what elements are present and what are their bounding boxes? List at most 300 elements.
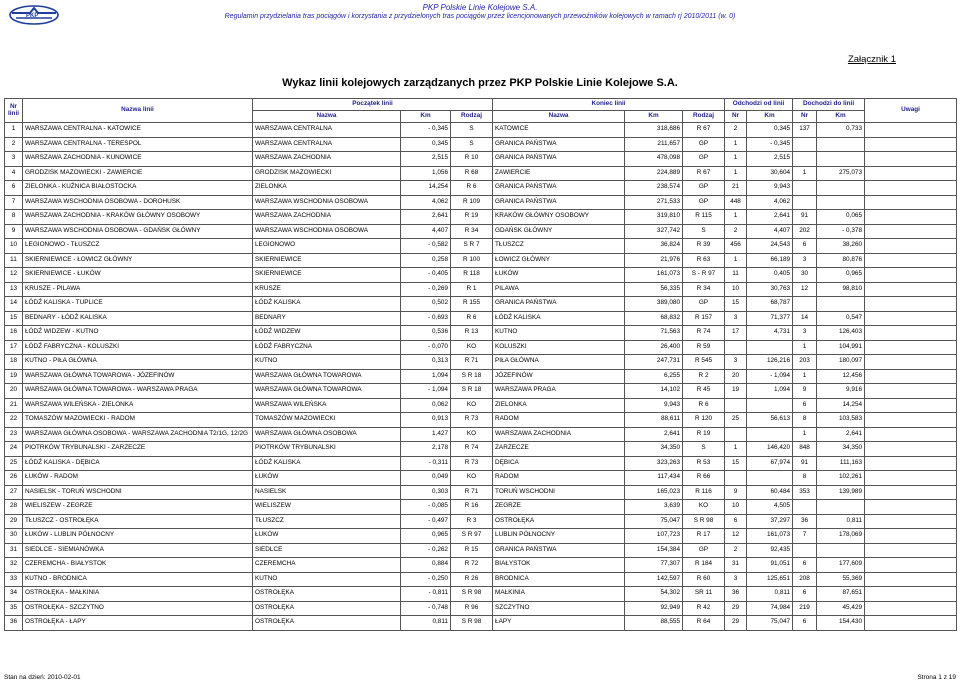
cell-to-km: 34,350: [817, 442, 865, 457]
cell-end-type: R 157: [683, 311, 725, 326]
cell-nr: 21: [5, 398, 23, 413]
cell-end-name: WARSZAWA PRAGA: [493, 384, 625, 399]
cell-start-name: WARSZAWA GŁÓWNA OSOBOWA: [253, 427, 401, 442]
table-row: [5, 282, 957, 297]
subheader-from-nr: Nr: [725, 111, 747, 123]
cell-end-name: BRODNICA: [493, 572, 625, 587]
cell-nr: 25: [5, 456, 23, 471]
cell-to-nr: 1: [793, 369, 817, 384]
cell-line-name: NASIELSK - TORUŃ WSCHODNI: [23, 485, 253, 500]
table-row: [5, 210, 957, 225]
cell-start-type: R 13: [451, 326, 493, 341]
cell-line-name: WARSZAWA GŁÓWNA OSOBOWA - WARSZAWA ZACHODNIA T2/1G, 12/2G: [23, 427, 253, 442]
cell-to-nr: [793, 500, 817, 515]
cell-line-name: WARSZAWA WILEŃSKA - ZIELONKA: [23, 398, 253, 413]
cell-start-km: 0,536: [401, 326, 451, 341]
cell-end-km: 318,686: [625, 123, 683, 138]
cell-remarks: [865, 123, 957, 138]
cell-end-name: WARSZAWA ZACHODNIA: [493, 427, 625, 442]
cell-end-name: GRANICA PAŃSTWA: [493, 152, 625, 167]
cell-from-nr: 6: [725, 514, 747, 529]
cell-to-nr: 6: [793, 239, 817, 254]
cell-to-nr: 208: [793, 572, 817, 587]
cell-end-type: R 116: [683, 485, 725, 500]
cell-remarks: [865, 529, 957, 544]
cell-from-nr: 1: [725, 442, 747, 457]
cell-end-type: GP: [683, 297, 725, 312]
cell-start-type: KO: [451, 471, 493, 486]
cell-start-type: R 72: [451, 558, 493, 573]
table-row: [5, 601, 957, 616]
cell-from-nr: 1: [725, 210, 747, 225]
cell-remarks: [865, 558, 957, 573]
cell-to-nr: 7: [793, 529, 817, 544]
cell-line-name: GRODZISK MAZOWIECKI - ZAWIERCIE: [23, 166, 253, 181]
table-row: [5, 253, 957, 268]
cell-nr: 14: [5, 297, 23, 312]
cell-end-type: GP: [683, 195, 725, 210]
cell-from-km: 2,641: [747, 210, 793, 225]
cell-to-km: 111,163: [817, 456, 865, 471]
cell-to-km: 55,369: [817, 572, 865, 587]
cell-end-type: R 64: [683, 616, 725, 631]
cell-from-nr: 3: [725, 572, 747, 587]
cell-line-name: WARSZAWA ZACHODNIA - KUNOWICE: [23, 152, 253, 167]
cell-remarks: [865, 601, 957, 616]
cell-to-nr: [793, 137, 817, 152]
cell-end-name: GRANICA PAŃSTWA: [493, 181, 625, 196]
cell-to-km: [817, 152, 865, 167]
cell-start-km: - 0,811: [401, 587, 451, 602]
cell-remarks: [865, 224, 957, 239]
cell-from-nr: 36: [725, 587, 747, 602]
cell-to-km: 38,260: [817, 239, 865, 254]
subheader-end-type: Rodzaj: [683, 111, 725, 123]
cell-to-nr: 6: [793, 616, 817, 631]
cell-to-nr: 9: [793, 384, 817, 399]
cell-to-nr: 1: [793, 340, 817, 355]
cell-to-nr: 8: [793, 413, 817, 428]
cell-end-km: 36,824: [625, 239, 683, 254]
cell-end-km: 117,434: [625, 471, 683, 486]
cell-to-nr: 8: [793, 471, 817, 486]
cell-start-name: WARSZAWA GŁÓWNA TOWAROWA: [253, 369, 401, 384]
cell-nr: 13: [5, 282, 23, 297]
cell-start-name: ŁÓDŹ KALISKA: [253, 297, 401, 312]
cell-start-type: S R 7: [451, 239, 493, 254]
cell-start-name: KRUSZE: [253, 282, 401, 297]
cell-end-km: 238,574: [625, 181, 683, 196]
cell-nr: 18: [5, 355, 23, 370]
cell-line-name: KRUSZE - PILAWA: [23, 282, 253, 297]
cell-start-km: - 0,345: [401, 123, 451, 138]
cell-to-km: 2,641: [817, 427, 865, 442]
cell-start-type: R 6: [451, 181, 493, 196]
cell-line-name: WIELISZEW - ZEGRZE: [23, 500, 253, 515]
cell-from-km: - 1,094: [747, 369, 793, 384]
cell-line-name: WARSZAWA GŁÓWNA TOWAROWA - JÓZEFINÓW: [23, 369, 253, 384]
cell-to-nr: 353: [793, 485, 817, 500]
cell-start-km: - 0,262: [401, 543, 451, 558]
cell-nr: 34: [5, 587, 23, 602]
cell-from-nr: 31: [725, 558, 747, 573]
table-row: [5, 543, 957, 558]
cell-from-nr: 1: [725, 137, 747, 152]
cell-nr: 22: [5, 413, 23, 428]
cell-end-km: 88,611: [625, 413, 683, 428]
cell-end-name: BIAŁYSTOK: [493, 558, 625, 573]
cell-end-name: KUTNO: [493, 326, 625, 341]
cell-remarks: [865, 471, 957, 486]
cell-start-name: CZEREMCHA: [253, 558, 401, 573]
cell-end-type: R 2: [683, 369, 725, 384]
table-row: [5, 456, 957, 471]
cell-end-type: R 120: [683, 413, 725, 428]
cell-end-km: 88,555: [625, 616, 683, 631]
cell-to-km: 0,733: [817, 123, 865, 138]
cell-start-km: - 0,582: [401, 239, 451, 254]
subheader-end-name: Nazwa: [493, 111, 625, 123]
cell-from-nr: [725, 471, 747, 486]
cell-start-name: TŁUSZCZ: [253, 514, 401, 529]
cell-from-nr: 25: [725, 413, 747, 428]
cell-end-name: RADOM: [493, 413, 625, 428]
cell-end-km: 14,102: [625, 384, 683, 399]
cell-end-name: ZIELONKA: [493, 398, 625, 413]
cell-remarks: [865, 500, 957, 515]
cell-nr: 29: [5, 514, 23, 529]
cell-end-name: DĘBICA: [493, 456, 625, 471]
cell-from-km: 30,604: [747, 166, 793, 181]
cell-start-km: - 1,094: [401, 384, 451, 399]
cell-start-km: 2,515: [401, 152, 451, 167]
cell-start-type: R 71: [451, 355, 493, 370]
cell-end-type: S R 98: [683, 514, 725, 529]
cell-line-name: ZIELONKA - KUŹNICA BIAŁOSTOCKA: [23, 181, 253, 196]
table-row: [5, 558, 957, 573]
cell-line-name: CZEREMCHA - BIAŁYSTOK: [23, 558, 253, 573]
cell-end-name: GRANICA PAŃSTWA: [493, 543, 625, 558]
cell-start-name: SIEDLCE: [253, 543, 401, 558]
cell-remarks: [865, 572, 957, 587]
cell-end-name: GRANICA PAŃSTWA: [493, 297, 625, 312]
col-header-line-name: Nazwa linii: [23, 99, 253, 123]
cell-end-type: R 53: [683, 456, 725, 471]
cell-end-km: 34,350: [625, 442, 683, 457]
cell-start-name: ZIELONKA: [253, 181, 401, 196]
cell-from-nr: 17: [725, 326, 747, 341]
cell-from-km: 4,731: [747, 326, 793, 341]
cell-start-type: R 6: [451, 311, 493, 326]
cell-from-km: 66,189: [747, 253, 793, 268]
cell-from-nr: 12: [725, 529, 747, 544]
cell-end-name: MAŁKINIA: [493, 587, 625, 602]
cell-line-name: ŁUKÓW - RADOM: [23, 471, 253, 486]
cell-end-km: 2,641: [625, 427, 683, 442]
table-row: [5, 514, 957, 529]
cell-start-km: - 0,269: [401, 282, 451, 297]
cell-nr: 33: [5, 572, 23, 587]
cell-from-nr: 20: [725, 369, 747, 384]
cell-start-type: S R 98: [451, 616, 493, 631]
cell-to-km: 102,261: [817, 471, 865, 486]
cell-start-type: S R 97: [451, 529, 493, 544]
cell-from-nr: 3: [725, 355, 747, 370]
cell-remarks: [865, 427, 957, 442]
cell-remarks: [865, 311, 957, 326]
cell-to-km: 126,403: [817, 326, 865, 341]
cell-remarks: [865, 239, 957, 254]
cell-start-km: 0,965: [401, 529, 451, 544]
cell-end-type: R 6: [683, 398, 725, 413]
cell-start-type: R 118: [451, 268, 493, 283]
cell-line-name: PIOTRKÓW TRYBUNALSKI - ZARZECZE: [23, 442, 253, 457]
cell-to-nr: [793, 297, 817, 312]
cell-end-km: 319,810: [625, 210, 683, 225]
cell-line-name: WARSZAWA CENTRALNA - TERESPOL: [23, 137, 253, 152]
cell-start-type: R 19: [451, 210, 493, 225]
table-row: [5, 181, 957, 196]
cell-to-km: 45,429: [817, 601, 865, 616]
cell-start-type: KO: [451, 427, 493, 442]
cell-from-km: 0,405: [747, 268, 793, 283]
cell-start-type: R 1: [451, 282, 493, 297]
cell-end-name: KRAKÓW GŁÓWNY OSOBOWY: [493, 210, 625, 225]
cell-nr: 2: [5, 137, 23, 152]
cell-start-name: WARSZAWA CENTRALNA: [253, 123, 401, 138]
cell-end-name: RADOM: [493, 471, 625, 486]
cell-to-km: 80,876: [817, 253, 865, 268]
table-row: [5, 311, 957, 326]
subheader-end-km: Km: [625, 111, 683, 123]
cell-remarks: [865, 166, 957, 181]
cell-start-type: S R 18: [451, 384, 493, 399]
cell-end-type: R 42: [683, 601, 725, 616]
col-header-remarks: Uwagi: [865, 99, 957, 123]
cell-end-km: 327,742: [625, 224, 683, 239]
cell-from-km: 4,407: [747, 224, 793, 239]
cell-from-km: 4,505: [747, 500, 793, 515]
table-row: [5, 326, 957, 341]
cell-nr: 9: [5, 224, 23, 239]
cell-nr: 27: [5, 485, 23, 500]
svg-text:PKP: PKP: [26, 13, 39, 19]
cell-remarks: [865, 456, 957, 471]
cell-from-km: 91,051: [747, 558, 793, 573]
cell-end-type: R 66: [683, 471, 725, 486]
cell-remarks: [865, 195, 957, 210]
cell-from-nr: 3: [725, 311, 747, 326]
cell-from-km: 37,297: [747, 514, 793, 529]
cell-from-km: 161,073: [747, 529, 793, 544]
regulation-header: Regulamin przydzielania tras pociągów i korzystania z przydzielonych tras pociągów przez licencjonowanych przewoźników kolejowych w ramach rj 2010/2011 (w. 0): [224, 13, 736, 20]
cell-from-km: - 0,345: [747, 137, 793, 152]
cell-line-name: SKIERNIEWICE - ŁOWICZ GŁÓWNY: [23, 253, 253, 268]
table-row: [5, 224, 957, 239]
cell-remarks: [865, 268, 957, 283]
cell-end-km: 9,943: [625, 398, 683, 413]
cell-start-type: S: [451, 137, 493, 152]
cell-to-nr: [793, 152, 817, 167]
cell-nr: 6: [5, 181, 23, 196]
cell-to-nr: 91: [793, 456, 817, 471]
table-row: [5, 616, 957, 631]
cell-end-name: ŁAPY: [493, 616, 625, 631]
cell-from-km: 146,420: [747, 442, 793, 457]
cell-start-name: GRODZISK MAZOWIECKI: [253, 166, 401, 181]
cell-to-nr: [793, 195, 817, 210]
cell-start-type: S R 18: [451, 369, 493, 384]
cell-start-name: NASIELSK: [253, 485, 401, 500]
cell-start-km: 2,641: [401, 210, 451, 225]
cell-from-nr: 15: [725, 297, 747, 312]
table-row: [5, 195, 957, 210]
cell-from-nr: 2: [725, 123, 747, 138]
cell-start-type: S R 98: [451, 587, 493, 602]
cell-to-nr: 203: [793, 355, 817, 370]
col-header-branch-to: Dochodzi do linii: [793, 99, 865, 111]
cell-start-type: R 155: [451, 297, 493, 312]
cell-start-name: PIOTRKÓW TRYBUNALSKI: [253, 442, 401, 457]
cell-start-name: WARSZAWA WSCHODNIA OSOBOWA: [253, 195, 401, 210]
cell-nr: 16: [5, 326, 23, 341]
cell-from-km: 30,763: [747, 282, 793, 297]
cell-end-type: S: [683, 224, 725, 239]
annex-label: Załącznik 1: [847, 54, 896, 65]
cell-nr: 31: [5, 543, 23, 558]
cell-end-name: LUBLIN PÓŁNOCNY: [493, 529, 625, 544]
cell-start-km: 4,062: [401, 195, 451, 210]
cell-nr: 24: [5, 442, 23, 457]
cell-start-name: OSTROŁĘKA: [253, 601, 401, 616]
cell-nr: 15: [5, 311, 23, 326]
cell-remarks: [865, 398, 957, 413]
cell-start-type: R 74: [451, 442, 493, 457]
cell-to-nr: 1: [793, 427, 817, 442]
cell-remarks: [865, 543, 957, 558]
cell-from-km: 1,094: [747, 384, 793, 399]
cell-start-km: - 0,250: [401, 572, 451, 587]
cell-to-km: - 0,378: [817, 224, 865, 239]
cell-start-type: R 26: [451, 572, 493, 587]
cell-start-name: TOMASZÓW MAZOWIECKI: [253, 413, 401, 428]
cell-start-type: R 71: [451, 485, 493, 500]
cell-to-nr: 14: [793, 311, 817, 326]
cell-line-name: OSTROŁĘKA - ŁAPY: [23, 616, 253, 631]
cell-from-nr: [725, 340, 747, 355]
cell-from-km: 0,345: [747, 123, 793, 138]
cell-start-name: WARSZAWA WILEŃSKA: [253, 398, 401, 413]
col-header-branch-from: Odchodzi od linii: [725, 99, 793, 111]
cell-to-km: 0,811: [817, 514, 865, 529]
cell-nr: 3: [5, 152, 23, 167]
cell-end-km: 161,073: [625, 268, 683, 283]
cell-nr: 11: [5, 253, 23, 268]
cell-nr: 4: [5, 166, 23, 181]
cell-end-type: R 67: [683, 123, 725, 138]
cell-end-km: 154,384: [625, 543, 683, 558]
cell-to-km: [817, 543, 865, 558]
table-row: [5, 268, 957, 283]
cell-to-nr: 3: [793, 253, 817, 268]
cell-remarks: [865, 587, 957, 602]
cell-nr: 30: [5, 529, 23, 544]
cell-end-name: TORUŃ WSCHODNI: [493, 485, 625, 500]
cell-end-type: R 67: [683, 166, 725, 181]
cell-remarks: [865, 485, 957, 500]
cell-from-km: 126,216: [747, 355, 793, 370]
cell-start-type: R 68: [451, 166, 493, 181]
cell-start-km: 1,056: [401, 166, 451, 181]
cell-start-km: 0,913: [401, 413, 451, 428]
cell-start-name: OSTROŁĘKA: [253, 616, 401, 631]
company-header: PKP Polskie Linie Kolejowe S.A.: [422, 3, 538, 12]
cell-line-name: TOMASZÓW MAZOWIECKI - RADOM: [23, 413, 253, 428]
cell-to-nr: 6: [793, 587, 817, 602]
cell-start-name: SKIERNIEWICE: [253, 268, 401, 283]
table-row: [5, 137, 957, 152]
cell-nr: 23: [5, 427, 23, 442]
cell-to-nr: 6: [793, 398, 817, 413]
cell-start-type: R 10: [451, 152, 493, 167]
cell-end-name: KOLUSZKI: [493, 340, 625, 355]
footer-date: Stan na dzień: 2010-02-01: [4, 674, 81, 681]
cell-end-type: R 184: [683, 558, 725, 573]
cell-from-km: 67,974: [747, 456, 793, 471]
cell-from-nr: 2: [725, 543, 747, 558]
cell-end-km: 224,889: [625, 166, 683, 181]
cell-start-name: WARSZAWA GŁÓWNA TOWAROWA: [253, 384, 401, 399]
table-row: [5, 166, 957, 181]
cell-line-name: TŁUSZCZ - OSTROŁĘKA: [23, 514, 253, 529]
cell-end-km: 478,098: [625, 152, 683, 167]
table-row: [5, 427, 957, 442]
cell-start-name: LEGIONOWO: [253, 239, 401, 254]
cell-from-nr: 1: [725, 152, 747, 167]
cell-end-type: S: [683, 442, 725, 457]
cell-start-km: - 0,748: [401, 601, 451, 616]
cell-end-name: ZARZECZE: [493, 442, 625, 457]
cell-end-km: 142,597: [625, 572, 683, 587]
cell-start-km: 0,884: [401, 558, 451, 573]
cell-start-type: R 109: [451, 195, 493, 210]
cell-end-type: KO: [683, 500, 725, 515]
cell-start-km: 1,427: [401, 427, 451, 442]
cell-from-km: 74,984: [747, 601, 793, 616]
cell-line-name: SIEDLCE - SIEMIANÓWKA: [23, 543, 253, 558]
cell-to-km: [817, 500, 865, 515]
cell-to-km: 14,254: [817, 398, 865, 413]
cell-to-km: 87,651: [817, 587, 865, 602]
cell-nr: 19: [5, 369, 23, 384]
cell-to-km: 9,916: [817, 384, 865, 399]
cell-end-type: R 34: [683, 282, 725, 297]
cell-line-name: KUTNO - BRODNICA: [23, 572, 253, 587]
cell-nr: 17: [5, 340, 23, 355]
cell-end-name: JÓZEFINÓW: [493, 369, 625, 384]
cell-from-km: 71,377: [747, 311, 793, 326]
cell-to-km: 275,073: [817, 166, 865, 181]
cell-from-nr: 1: [725, 166, 747, 181]
cell-line-name: WARSZAWA GŁÓWNA TOWAROWA - WARSZAWA PRAGA: [23, 384, 253, 399]
cell-end-name: SZCZYTNO: [493, 601, 625, 616]
cell-end-type: R 45: [683, 384, 725, 399]
cell-from-km: 125,651: [747, 572, 793, 587]
cell-remarks: [865, 442, 957, 457]
cell-end-name: PILAWA: [493, 282, 625, 297]
cell-to-km: [817, 297, 865, 312]
cell-end-km: 26,400: [625, 340, 683, 355]
